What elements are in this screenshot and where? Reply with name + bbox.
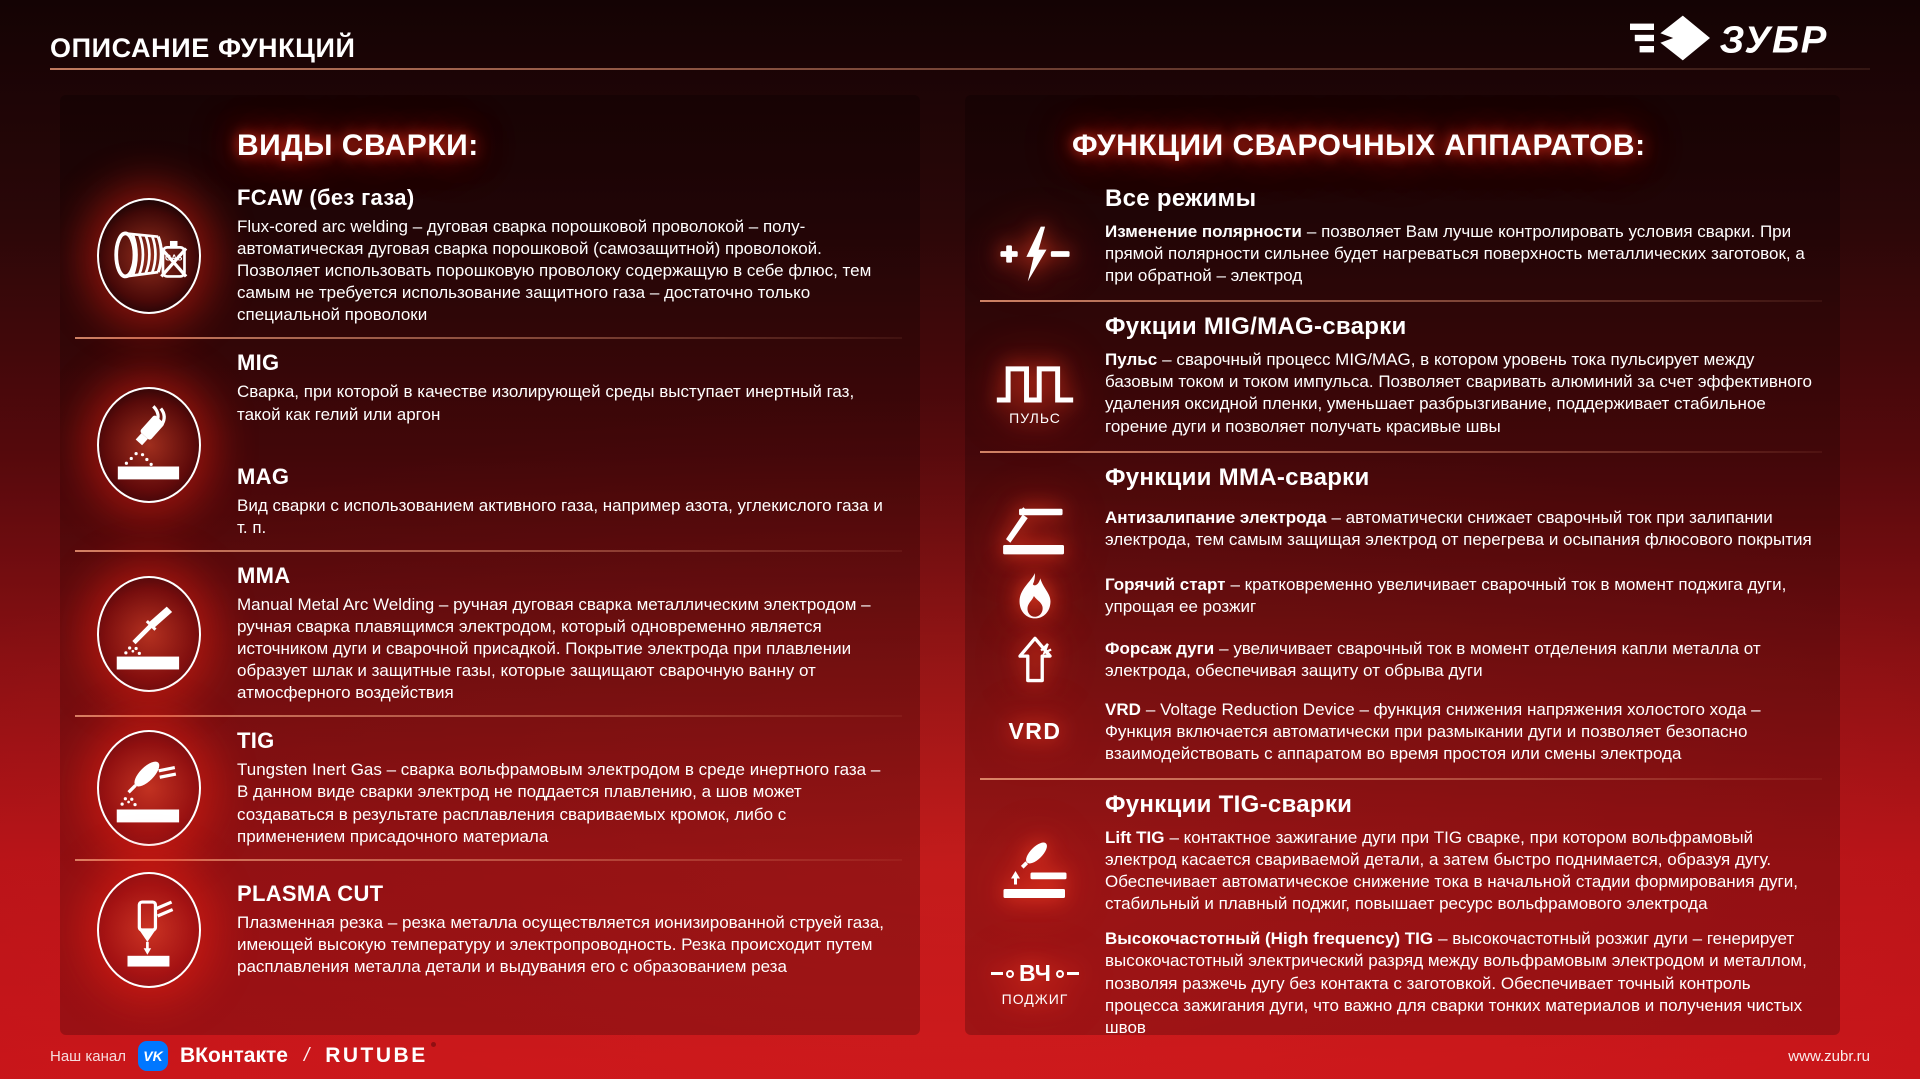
welding-types-panel	[60, 95, 920, 1035]
mma-electrode-icon	[97, 576, 201, 692]
welding-type-title: FCAW (без газа)	[237, 185, 415, 210]
function-lead: Lift TIG	[1105, 827, 1165, 847]
function-lead: Горячий старт	[1105, 574, 1226, 594]
welding-type-description: Плазменная резка – резка металла осуществляется ионизированной струей газа, имеющей высокую температуру и электропроводность. Резка происходит путем расплавления металла детали и выдувания его с образованием реза	[237, 913, 885, 977]
vrd-icon: VRD	[1008, 718, 1062, 745]
welding-type-description: Вид сварки с использованием активного газа, например азота, углекислого газа и т. п.	[237, 495, 883, 537]
welding-type-description: Manual Metal Arc Welding – ручная дуговая сварка металлическим электродом – ручная сварка плавящимся электродом, который одновременно является источником дуги и сварочной присадкой. Покрытие электрода при плавлении образует шлак и защитные газы, которые защищают сварочную ванну от атмосферного воздействия	[237, 594, 871, 703]
plasma-cut-section	[60, 872, 920, 988]
divider	[75, 550, 902, 552]
hf-dot	[1056, 970, 1064, 978]
divider	[75, 859, 902, 861]
mig-mag-section	[60, 350, 920, 538]
zubr-logo	[1630, 12, 1870, 64]
wire-spool-no-gas-icon	[97, 198, 201, 314]
group-heading-tig: Функции TIG-сварки	[1105, 790, 1353, 818]
hf-label: ВЧ	[1019, 960, 1051, 987]
function-description: VRD – Voltage Reduction Device – функция снижения напряжения холостого хода – Функция включается автоматически при размыкании дуги и позволяет безопасно взаимодействовать с аппаратом во время простоя или смены электрода	[1105, 699, 1761, 763]
hf-ignition-icon	[991, 960, 1079, 1007]
welding-type-description: Сварка, при которой в качестве изолирующей среды выступает инертный газ, такой как гелий или аргон	[237, 382, 855, 424]
header-divider	[50, 68, 1870, 70]
function-item-anti-stick	[965, 500, 1840, 558]
welding-types-heading: ВИДЫ СВАРКИ:	[237, 129, 479, 162]
gas-label: GAS	[164, 253, 182, 263]
welding-type-title: MIG	[237, 350, 280, 376]
function-description: Горячий старт – кратковременно увеличивает сварочный ток в момент поджига дуги, упрощая ее розжиг	[1105, 574, 1787, 616]
function-description: Пульс – сварочный процесс MIG/MAG, в котором уровень тока пульсирует между базовым током и током импульса. Позволяет сваривать алюминий за счет эффективного удаления оксидной пленки, уменьшает разбрызгивание, поддерживает стабильное горение дуги и позволяет получать красивые швы	[1105, 350, 1813, 436]
anti-stick-icon	[998, 500, 1072, 558]
hf-sublabel: ПОДЖИГ	[1001, 991, 1069, 1008]
tig-torch-icon	[97, 730, 201, 846]
divider	[980, 300, 1822, 302]
rutube-dot-icon	[431, 1042, 436, 1047]
arc-force-arrow-icon	[1010, 634, 1060, 686]
function-description: Изменение полярности – позволяет Вам лучше контролировать условия сварки. При прямой полярности сильнее будет нагреваться поверхность металлических заготовок, а при обратной – электрод	[1105, 222, 1805, 286]
divider	[980, 451, 1822, 453]
divider	[980, 778, 1822, 780]
function-item-vrd	[965, 699, 1840, 765]
function-item-hf-ignition	[965, 928, 1840, 1035]
function-description: Форсаж дуги – увеличивает сварочный ток в момент отделения капли металла от электрода, обеспечивая защиту от обрыва дуги	[1105, 638, 1761, 680]
function-lead: Высокочастотный (High frequency) TIG	[1105, 929, 1434, 949]
function-lead: Изменение полярности	[1105, 222, 1302, 241]
function-description: Высокочастотный (High frequency) TIG – высокочастотный розжиг дуги – генерирует высокочастотный электрический разряд между вольфрамовым электродом и металлом, позволяя разжечь дугу без контакта с заготовкой. Обеспечивает точный контроль процесса зажигания дуги, что важно для сварки тонких материалов и получения чистых швов	[1105, 929, 1807, 1035]
welding-type-title: PLASMA CUT	[237, 881, 384, 907]
brand-text: ЗУБР	[1719, 18, 1829, 62]
function-description: Lift TIG – контактное зажигание дуги при TIG сварке, при котором вольфрамовый электрод касается свариваемой детали, а затем быстро поднимается, образуя дугу. Обеспечивает автоматическое снижение тока в начальной стадии формирования дуги, стабильный и плавный поджиг, повышает ресурс вольфрамового электрода	[1105, 827, 1798, 914]
footer-slash: /	[303, 1045, 310, 1066]
function-item-pulse	[965, 349, 1840, 437]
rutube-link[interactable]: RUTUBE	[325, 1044, 428, 1068]
welding-type-title: TIG	[237, 728, 275, 754]
group-heading-mig-mag: Фукции MIG/MAG-сварки	[1105, 313, 1407, 341]
hot-start-flame-icon	[1011, 571, 1059, 621]
tig-section	[60, 728, 920, 847]
hf-dash	[1067, 972, 1079, 975]
page-title: ОПИСАНИЕ ФУНКЦИЙ	[50, 33, 356, 63]
function-description: Антизалипание электрода – автоматически снижает сварочный ток при залипании электрода, тем самым защищая электрод от перегрева и осыпания флюсового покрытия	[1105, 507, 1812, 549]
divider	[75, 715, 902, 717]
vk-link[interactable]: ВКонтакте	[180, 1044, 288, 1067]
function-item-arc-force	[965, 634, 1840, 686]
function-lead: Антизалипание электрода	[1105, 507, 1327, 527]
function-lead: VRD	[1105, 699, 1141, 719]
fcaw-section	[60, 185, 920, 326]
function-item-polarity	[965, 221, 1840, 287]
hf-dot	[1006, 970, 1014, 978]
vk-icon[interactable]: VK	[138, 1041, 168, 1071]
plasma-torch-icon	[97, 872, 201, 988]
welding-type-description: Flux-cored arc welding – дуговая сварка порошковой проволокой – полу-автоматическая дуговая сварка порошковой (самозащитной) проволокой. Позволяет использовать порошковую проволоку содержащую в себе флюс, тем самым не требуется использование защитного газа – достаточно только специальной проволоки	[237, 217, 872, 325]
pulse-icon-label: ПУЛЬС	[1009, 410, 1061, 427]
mig-torch-icon	[97, 387, 201, 503]
function-lead: Форсаж дуги	[1105, 638, 1215, 658]
hf-dash	[991, 972, 1003, 975]
divider	[75, 337, 902, 339]
welding-type-title: MMA	[237, 562, 291, 588]
group-heading-all-modes: Все режимы	[1105, 185, 1257, 212]
function-lead: Пульс	[1105, 350, 1158, 370]
footer	[0, 1033, 1920, 1079]
website-url[interactable]: www.zubr.ru	[1788, 1047, 1870, 1065]
function-item-hot-start	[965, 571, 1840, 621]
pulse-icon	[994, 360, 1076, 426]
header	[50, 0, 1870, 70]
lift-tig-icon	[997, 841, 1073, 901]
machine-functions-heading: ФУНКЦИИ СВАРОЧНЫХ АППАРАТОВ:	[1072, 129, 1646, 162]
polarity-icon	[999, 225, 1071, 283]
machine-functions-panel	[965, 95, 1840, 1035]
zubr-logo-icon	[1630, 12, 1870, 64]
welding-type-description: Tungsten Inert Gas – сварка вольфрамовым электродом в среде инертного газа – В данном виде сварки электрод не поддается плавлению, а шов может создаваться в результате расплавления свариваемых кромок, либо с применением присадочного материала	[237, 760, 881, 846]
group-heading-mma: Функции MMA-сварки	[1105, 463, 1370, 491]
welding-type-title: MAG	[237, 463, 290, 489]
function-item-lift-tig	[965, 827, 1840, 915]
footer-channel-label: Наш канал	[50, 1047, 126, 1065]
mma-section	[60, 563, 920, 704]
